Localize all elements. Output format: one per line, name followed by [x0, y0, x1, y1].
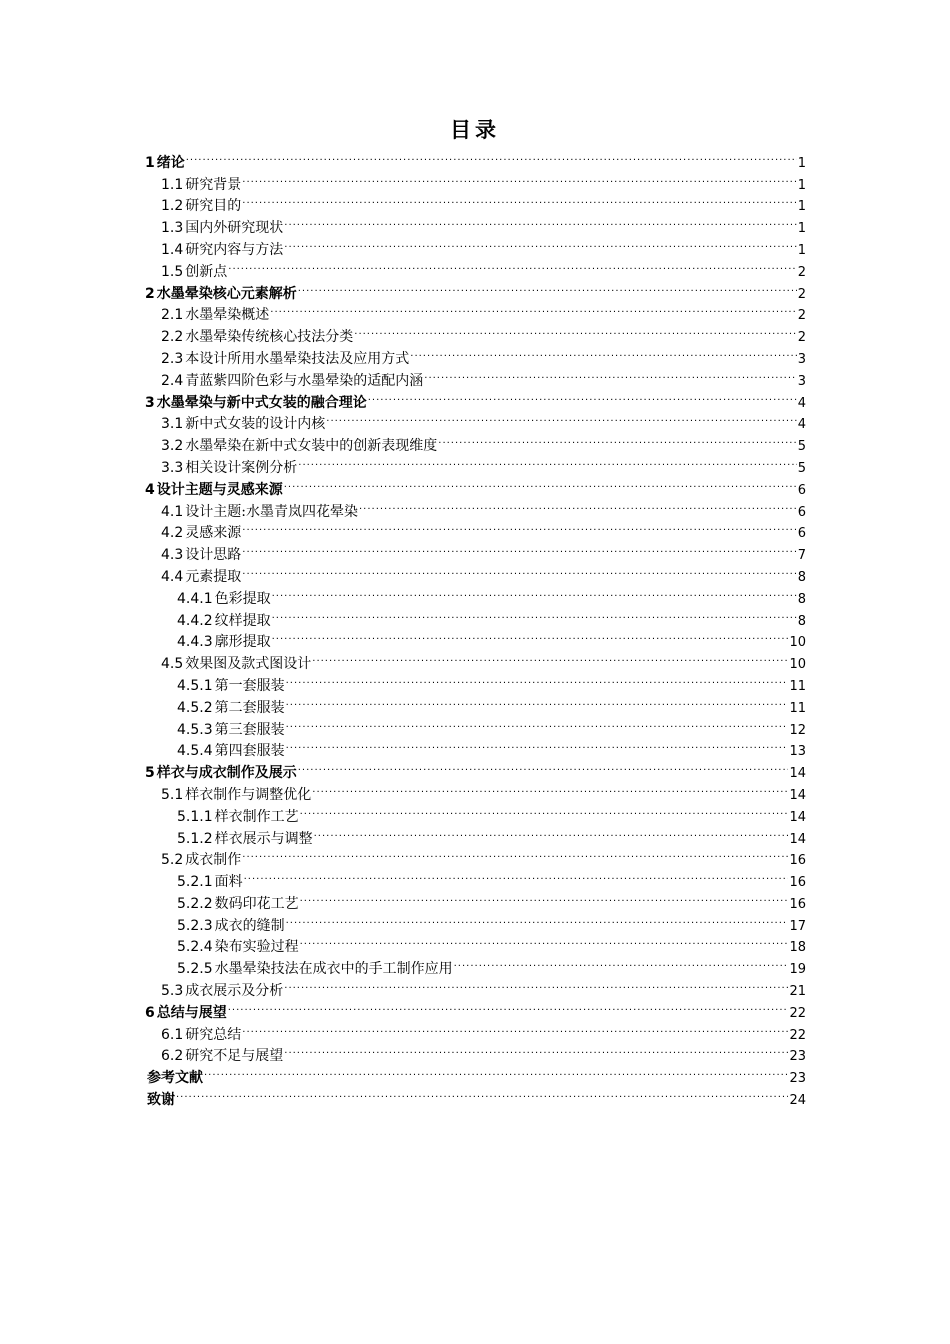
toc-entry[interactable] [145, 189, 806, 215]
toc-entry-title: 色彩提取 [214, 590, 271, 607]
toc-entry-number: 5 [145, 765, 155, 782]
toc-page-number: 4 [797, 417, 806, 433]
toc-entry-number: 4.5.2 [177, 699, 213, 716]
toc-entry-number: 5.2.1 [177, 874, 213, 891]
toc-entry[interactable] [145, 843, 806, 869]
toc-entry-number: 4 [145, 481, 155, 498]
toc-entry[interactable] [145, 1082, 806, 1109]
toc-entry[interactable] [145, 167, 806, 193]
toc-page-number: 8 [797, 613, 806, 629]
toc-dot-leader [284, 232, 796, 254]
toc-dot-leader [286, 668, 789, 690]
toc-page-number: 5 [797, 460, 806, 476]
toc-entry[interactable] [145, 581, 806, 607]
toc-entry-title: 面料 [214, 874, 243, 891]
toc-entry-title: 参考文献 [147, 1070, 203, 1087]
toc-entry-number: 3.1 [161, 416, 184, 433]
toc-page-number: 14 [789, 787, 806, 803]
toc-entry-title: 纹样提取 [214, 612, 271, 629]
toc-entry-title: 第三套服装 [214, 721, 285, 738]
toc-page-number: 12 [789, 722, 806, 738]
toc-entry-number: 1.3 [161, 220, 184, 237]
toc-page-number: 16 [789, 896, 806, 912]
toc-entry-number: 3.2 [161, 438, 184, 455]
toc-entry-number: 4.4.2 [177, 612, 213, 629]
toc-entry-number: 4.3 [161, 547, 184, 564]
toc-entry-number: 5.2.4 [177, 939, 213, 956]
toc-entry-title: 第一套服装 [214, 677, 285, 694]
toc-dot-leader [286, 908, 789, 930]
toc-dot-leader [284, 210, 796, 232]
toc-dot-leader [286, 690, 789, 712]
toc-entry-title: 样衣与成衣制作及展示 [156, 765, 297, 782]
toc-dot-leader [410, 341, 796, 363]
toc-dot-leader [284, 1039, 788, 1061]
toc-page-number: 23 [789, 1049, 806, 1065]
toc-page-number: 4 [797, 395, 806, 411]
toc-entry-title: 研究目的 [185, 198, 242, 215]
toc-entry-title: 水墨晕染技法在成衣中的手工制作应用 [214, 961, 453, 978]
toc-entry-number: 2 [145, 285, 155, 302]
toc-dot-leader [286, 712, 789, 734]
toc-dot-leader [312, 646, 788, 668]
toc-page-number: 2 [797, 264, 806, 280]
toc-page-number: 11 [789, 678, 806, 694]
toc-entry-title: 设计主题与灵感来源 [156, 481, 283, 498]
toc-entry-title: 染布实验过程 [214, 939, 299, 956]
toc-dot-leader [242, 189, 796, 211]
toc-entry-title: 灵感来源 [185, 525, 242, 542]
toc-entry-title: 成衣展示及分析 [185, 983, 284, 1000]
toc-entry-title: 元素提取 [185, 568, 242, 585]
toc-page-number: 7 [797, 548, 806, 564]
toc-entry-title: 样衣制作与调整优化 [185, 786, 312, 803]
toc-page-number: 1 [797, 221, 806, 237]
toc-dot-leader [286, 734, 789, 756]
toc-entry-number: 4.5.3 [177, 721, 213, 738]
toc-entry-title: 研究内容与方法 [185, 241, 284, 258]
toc-dot-leader [314, 821, 789, 843]
toc-entry-title: 致谢 [147, 1092, 175, 1109]
toc-page-number: 2 [797, 286, 806, 302]
toc-dot-leader [359, 494, 797, 516]
toc-page-number: 6 [797, 504, 806, 520]
toc-entry-number: 4.5.1 [177, 677, 213, 694]
toc-page-number: 14 [789, 831, 806, 847]
toc-entry-number: 4.4 [161, 568, 184, 585]
toc-page-number: 17 [789, 918, 806, 934]
toc-entry-title: 研究总结 [185, 1026, 242, 1043]
toc-entry[interactable] [145, 254, 806, 280]
toc-entry-number: 1.1 [161, 176, 184, 193]
toc-entry-title: 新中式女装的设计内核 [185, 416, 326, 433]
toc-dot-leader [300, 886, 789, 908]
toc-dot-leader [272, 603, 797, 625]
toc-entry-title: 设计主题:水墨青岚四花晕染 [185, 503, 358, 520]
toc-page-number: 22 [789, 1027, 806, 1043]
toc-entry[interactable] [145, 886, 806, 912]
toc-entry-number: 2.4 [161, 372, 184, 389]
toc-dot-leader [454, 951, 789, 973]
toc-entry-title: 设计思路 [185, 547, 242, 564]
toc-entry-number: 2.3 [161, 350, 184, 367]
toc-entry-number: 2.2 [161, 329, 184, 346]
toc-page-number: 14 [789, 809, 806, 825]
toc-dot-leader [228, 254, 796, 276]
toc-entry-title: 水墨晕染与新中式女装的融合理论 [156, 394, 367, 411]
toc-entry-number: 5.2.5 [177, 961, 213, 978]
toc-entry-number: 1.4 [161, 241, 184, 258]
table-of-contents [145, 145, 806, 1109]
toc-entry-number: 5.1.1 [177, 808, 213, 825]
toc-page-number: 3 [797, 373, 806, 389]
toc-page-number: 5 [797, 439, 806, 455]
toc-entry-title: 水墨晕染在新中式女装中的创新表现维度 [185, 438, 438, 455]
toc-dot-leader [242, 559, 796, 581]
toc-dot-leader [300, 930, 789, 952]
toc-entry-title: 创新点 [185, 263, 228, 280]
toc-entry[interactable] [145, 210, 806, 237]
toc-entry-number: 4.4.1 [177, 590, 213, 607]
toc-entry-title: 样衣制作工艺 [214, 808, 299, 825]
toc-page-number: 19 [789, 962, 806, 978]
toc-dot-leader [326, 407, 796, 429]
toc-dot-leader [242, 167, 796, 189]
toc-page-number: 1 [797, 199, 806, 215]
toc-entry-title: 青蓝紫四阶色彩与水墨晕染的适配内涵 [185, 372, 424, 389]
toc-entry-title: 绪论 [156, 154, 185, 171]
toc-entry-number: 6 [145, 1004, 155, 1021]
toc-entry-title: 本设计所用水墨晕染技法及应用方式 [185, 350, 410, 367]
toc-entry-title: 相关设计案例分析 [185, 459, 298, 476]
toc-dot-leader [242, 1017, 788, 1039]
toc-entry-title: 水墨晕染核心元素解析 [156, 285, 297, 302]
toc-dot-leader [186, 145, 797, 167]
toc-entry-number: 5.2.3 [177, 917, 213, 934]
toc-page-number: 10 [789, 657, 806, 673]
toc-page-number: 16 [789, 875, 806, 891]
toc-entry-title: 第四套服装 [214, 743, 285, 760]
toc-entry[interactable] [145, 145, 806, 171]
toc-entry-title: 第二套服装 [214, 699, 285, 716]
toc-dot-leader [298, 276, 797, 298]
toc-entry-title: 研究背景 [185, 176, 242, 193]
toc-page-number: 24 [789, 1093, 806, 1109]
toc-page-number: 3 [797, 351, 806, 367]
toc-entry-number: 5.1.2 [177, 830, 213, 847]
toc-page-number: 2 [797, 308, 806, 324]
toc-entry[interactable] [145, 864, 806, 891]
toc-entry-number: 6.1 [161, 1026, 184, 1043]
toc-entry-title: 水墨晕染概述 [185, 307, 270, 324]
toc-dot-leader [204, 1060, 788, 1082]
toc-entry-title: 总结与展望 [156, 1004, 227, 1021]
toc-entry-number: 4.2 [161, 525, 184, 542]
toc-entry-number: 5.2 [161, 852, 184, 869]
toc-entry-title: 成衣制作 [185, 852, 242, 869]
toc-dot-leader [284, 973, 788, 995]
toc-entry[interactable] [145, 1039, 806, 1065]
toc-page-number: 23 [789, 1071, 806, 1087]
toc-page-number: 16 [789, 853, 806, 869]
toc-page-number: 18 [789, 940, 806, 956]
toc-dot-leader [176, 1082, 788, 1104]
toc-dot-leader [298, 450, 796, 472]
toc-dot-leader [270, 298, 796, 320]
toc-page-number: 13 [789, 744, 806, 760]
toc-entry-number: 5.1 [161, 786, 184, 803]
toc-dot-leader [368, 385, 797, 407]
toc-entry-number: 2.1 [161, 307, 184, 324]
toc-entry[interactable] [145, 559, 806, 585]
toc-dot-leader [272, 581, 797, 603]
toc-dot-leader [298, 755, 789, 777]
page-title: 目录 [450, 118, 500, 142]
toc-entry-number: 4.5 [161, 656, 184, 673]
toc-entry[interactable] [145, 1017, 806, 1043]
toc-entry-number: 1.2 [161, 198, 184, 215]
toc-dot-leader [242, 516, 796, 538]
toc-entry-title: 廓形提取 [214, 634, 271, 651]
toc-entry[interactable] [145, 516, 806, 542]
toc-entry-title: 样衣展示与调整 [214, 830, 313, 847]
toc-entry-number: 5.2.2 [177, 895, 213, 912]
toc-page-number: 11 [789, 700, 806, 716]
toc-dot-leader [438, 428, 796, 450]
toc-dot-leader [244, 864, 789, 886]
toc-entry[interactable] [145, 1060, 806, 1087]
toc-entry-number: 4.4.3 [177, 634, 213, 651]
toc-dot-leader [354, 319, 796, 341]
toc-entry-number: 3 [145, 394, 155, 411]
toc-entry[interactable] [145, 537, 806, 564]
toc-page-number: 1 [797, 177, 806, 193]
toc-page-number: 2 [797, 330, 806, 346]
toc-dot-leader [272, 625, 789, 647]
toc-page-number: 6 [797, 526, 806, 542]
toc-dot-leader [242, 843, 788, 865]
toc-entry-title: 研究不足与展望 [185, 1048, 284, 1065]
toc-dot-leader [312, 777, 788, 799]
toc-page-number: 8 [797, 569, 806, 585]
toc-page-number: 10 [789, 635, 806, 651]
toc-page-number: 14 [789, 766, 806, 782]
toc-entry-number: 6.2 [161, 1048, 184, 1065]
toc-entry[interactable] [145, 276, 806, 302]
toc-entry-title: 水墨晕染传统核心技法分类 [185, 329, 354, 346]
toc-entry-number: 5.3 [161, 983, 184, 1000]
toc-entry-number: 4.5.4 [177, 743, 213, 760]
toc-dot-leader [284, 472, 797, 494]
toc-entry-number: 1 [145, 154, 155, 171]
toc-entry-number: 3.3 [161, 459, 184, 476]
toc-page-number: 8 [797, 591, 806, 607]
toc-page-number: 1 [797, 242, 806, 258]
toc-page-number: 21 [789, 984, 806, 1000]
toc-dot-leader [300, 799, 789, 821]
toc-dot-leader [228, 995, 789, 1017]
toc-entry[interactable] [145, 995, 806, 1021]
toc-entry-number: 1.5 [161, 263, 184, 280]
toc-entry-number: 4.1 [161, 503, 184, 520]
toc-entry-title: 成衣的缝制 [214, 917, 285, 934]
toc-entry-title: 效果图及款式图设计 [185, 656, 312, 673]
toc-page-number: 22 [789, 1005, 806, 1021]
toc-dot-leader [242, 537, 796, 559]
toc-entry-title: 国内外研究现状 [185, 220, 284, 237]
toc-page-number: 6 [797, 482, 806, 498]
toc-page-number: 1 [797, 155, 806, 171]
toc-dot-leader [424, 363, 796, 385]
toc-entry-title: 数码印花工艺 [214, 895, 299, 912]
